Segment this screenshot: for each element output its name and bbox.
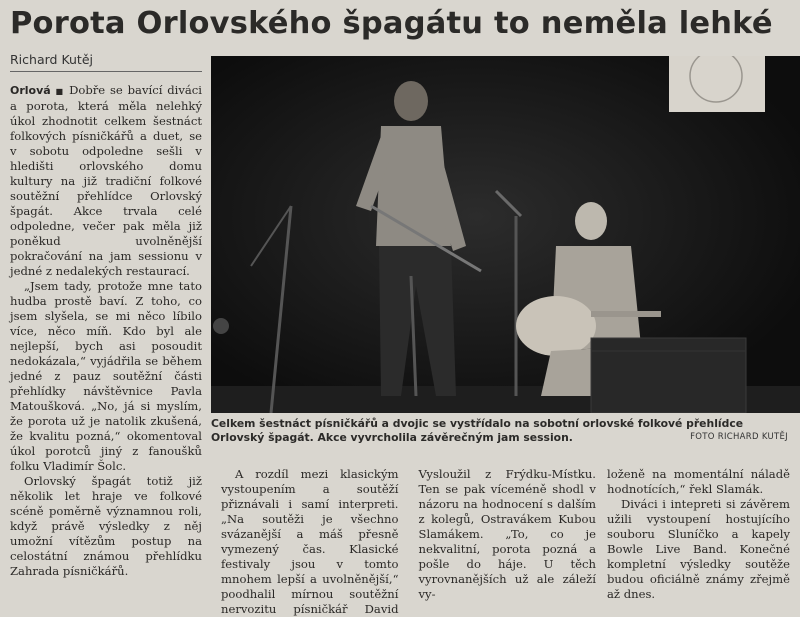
column-3 [607,467,790,602]
column-2 [221,467,596,617]
dateline: Orlová [10,84,51,97]
paragraph: loženě na momentální náladě hodnotících,“ řekl Slamák. [607,467,790,496]
paragraph: Orlovský špagát totiž již několik let hraje ve folkové scéně poměrně významnou roli, když právě výsledky z něj umožní vítězům postup na celostátní známou přehlídku Zahrada písničkářů. [10,474,202,578]
byline: Richard Kutěj [10,52,94,67]
paragraph: Diváci i intepreti si závěrem užili vystoupení hostujícího souboru Sluníčko a kapely Bowle Live Band. Konečné kompletní výsledky soutěže budou oficiálně známy zřejmě až dnes. [607,497,790,601]
photo-caption: Celkem šestnáct písničkářů a dvojic se vystřídalo na sobotní orlovské folkové přehlídce Orlovský špagát. Akce vyvrcholila závěrečným jam session. [211,417,744,444]
concert-photo [211,56,800,413]
dateline-mark: ■ [55,87,65,96]
paragraph: A rozdíl mezi klasickým vystoupením a soutěží přiznávali i samí interpreti. „Na soutěži je všechno svázanější a máš přesně vymezený čas. Klasické festivaly jsou v tomto mnohem lepší a uvolněnější,“ poodhalil mírnou soutěžní nervozitu písničkář David Vysloužil z Frýdku-Místku. Ten se pak víceméně shodl v názoru na hodnocení s dalším z kolegů, Ostravákem Kubou Slamákem. „To, co je nekvalitní, porota pozná a pošle do háje. U těch vyrovnanějších už ale záleží vy- [221,467,596,616]
byline-rule [10,71,202,72]
headline: Porota Orlovského špagátu to neměla lehké [10,6,773,41]
photo-image [211,56,800,413]
paragraph-text: Dobře se bavící diváci a porota, která měla nelehký úkol zhodnotit celkem šestnáct folkových písničkářů a duet, se v sobotu odpoledne sešli v hledišti orlovského domu kultury na již tradiční folkové soutěžní přehlídce Orlovský špagát. Akce trvala celé odpoledne, večer pak měla již poněkud uvolněnější pokračování na jam sessionu v jedné z nedalekých restaurací. [10,83,203,278]
paragraph: „Jsem tady, protože mne tato hudba prostě baví. Z toho, co jsem slyšela, se mi něco líbilo více, něco míň. Kdo byl ale nejlepší, bych asi posoudit nedokázala,“ vyjádřila se během jedné z pauz soutěžní části přehlídky návštěvnice Pavla Matoušková. „No, já si myslím, že porota už je natolik zkušená, že kvalitu pozná,“ okomentoval úkol porotců jiný z fanoušků folku Vladimír Šolc. [10,279,202,473]
paragraph [10,83,202,279]
column-1 [10,83,202,579]
photo-credit: FOTO RICHARD KUTĚJ [690,432,788,442]
